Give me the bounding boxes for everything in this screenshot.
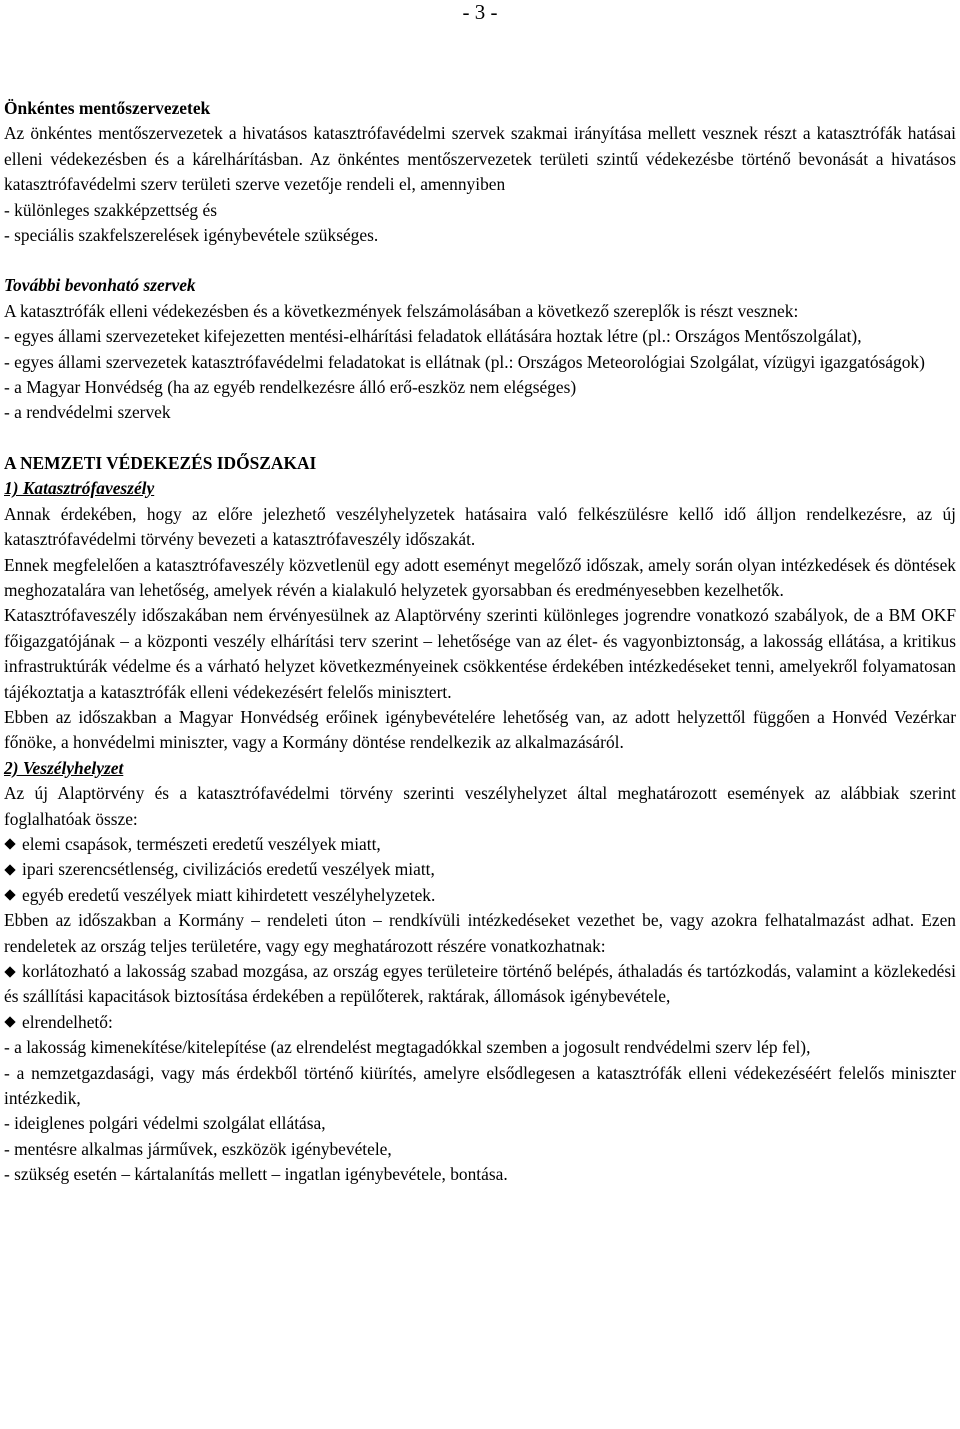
section-other-bodies <box>4 273 956 425</box>
paragraph: Az önkéntes mentőszervezetek a hivatásos katasztrófavédelmi szervek szakmai irányítása mellett vesznek részt a katasztrófák hatásai elleni védekezésben és a kárelhárításban. Az önkéntes mentőszervezetek területi szintű védekezésbe történő bevonását a hivatásos katasztrófavédelmi szerv területi szerve vezetője rendeli el, amennyiben <box>4 123 956 195</box>
bullet-item <box>4 857 956 882</box>
paragraph: Katasztrófaveszély időszakában nem érvényesülnek az Alaptörvény szerinti különleges jogrendre vonatkozó szabályok, de a BM OKF főigazgatójának – a központi veszély elhárítási terv szerint – lehetősége van az élet- és vagyonbiztonság, a lakosság ellátása, a kritikus infrastruktúrák védelme és a várható helyzet következményeinek csökkentése érdekében intézkedéseket tenni, amelyekről folyamatosan tájékoztatja a katasztrófák elleni védekezésért felelős minisztert. <box>4 605 956 702</box>
paragraph: Az új Alaptörvény és a katasztrófavédelmi törvény szerinti veszélyhelyzet által meghatározott események az alábbiak szerint foglalhatóak össze: <box>4 783 956 829</box>
list-item: - különleges szakképzettség és <box>4 199 217 220</box>
list-item: - mentésre alkalmas járművek, eszközök igénybevétele, <box>4 1138 392 1159</box>
page-number: - 3 - <box>462 0 498 24</box>
list-item: - a Magyar Honvédség (ha az egyéb rendelkezésre álló erő-eszköz nem elégséges) <box>4 377 577 398</box>
list-item: - speciális szakfelszerelések igénybevétele szükséges. <box>4 225 379 246</box>
list-item: - a rendvédelmi szervek <box>4 402 171 423</box>
subsection-heading: 2) Veszélyhelyzet <box>4 757 124 778</box>
list-item: - a lakosság kimenekítése/kitelepítése (az elrendelést megtagadókkal szemben a jogosult rendvédelmi szerv lép fel), <box>4 1037 811 1058</box>
diamond-bullet-icon <box>4 966 15 977</box>
diamond-bullet-icon <box>4 839 15 850</box>
bullet-text: egyéb eredetű veszélyek miatt kihirdetett veszélyhelyzetek. <box>22 884 436 905</box>
bullet-item <box>4 1010 956 1035</box>
bullet-text: elrendelhető: <box>22 1011 113 1032</box>
section-heading: További bevonható szervek <box>4 275 196 296</box>
bullet-item <box>4 883 956 908</box>
list-item: - egyes állami szervezeteket kifejezetten mentési-elhárítási feladatok ellátására hoztak létre (pl.: Országos Mentőszolgálat), <box>4 326 862 347</box>
list-item: - a nemzetgazdasági, vagy más érdekből történő kiürítés, amelyre elsődlegesen a katasztrófák elleni védekezéséért felelős miniszter intézkedik, <box>4 1062 956 1109</box>
section-volunteer-organizations <box>4 96 956 248</box>
spacer <box>4 426 956 451</box>
bullet-text: elemi csapások, természeti eredetű veszélyek miatt, <box>22 833 381 854</box>
spacer <box>4 248 956 273</box>
subsection-heading: 1) Katasztrófaveszély <box>4 478 155 499</box>
paragraph: Ebben az időszakban a Magyar Honvédség erőinek igénybevételére lehetőség van, az adott helyzettől függően a Honvéd Vezérkar főnöke, a honvédelmi miniszter, vagy a Kormány döntése rendelkezik az alkalmazásáról. <box>4 706 956 753</box>
paragraph: Ebben az időszakban a Kormány – rendeleti úton – rendkívüli intézkedéseket vezethet be, vagy azokra felhatalmazást adhat. Ezen rendeletek az ország teljes területére, vagy egy meghatározott részére vonatkozhatnak: <box>4 910 956 956</box>
paragraph: Ennek megfelelően a katasztrófaveszély közvetlenül egy adott eseményt megelőző időszak, amely során olyan intézkedések és döntések meghozatalára van lehetőség, amelyek révén a kialakuló helyzetek gyorsabban és eredményesebben kezelhetők. <box>4 554 956 600</box>
section-heading: A NEMZETI VÉDEKEZÉS IDŐSZAKAI <box>4 452 317 473</box>
bullet-item <box>4 832 956 857</box>
list-item: - egyes állami szervezetek katasztrófavédelmi feladatokat is ellátnak (pl.: Országos Meteorológiai Szolgálat, vízügyi igazgatóságok) <box>4 351 925 372</box>
bullet-text: ipari szerencsétlenség, civilizációs eredetű veszélyek miatt, <box>22 859 435 880</box>
paragraph: A katasztrófák elleni védekezésben és a következmények felszámolásában a következő szereplők is részt vesznek: <box>4 300 799 321</box>
section-national-defense-periods <box>4 451 956 1188</box>
diamond-bullet-icon <box>4 1017 15 1028</box>
diamond-bullet-icon <box>4 864 15 875</box>
section-heading: Önkéntes mentőszervezetek <box>4 98 211 118</box>
diamond-bullet-icon <box>4 890 15 901</box>
document-body <box>4 96 956 1188</box>
list-item: - ideiglenes polgári védelmi szolgálat ellátása, <box>4 1113 326 1134</box>
bullet-item <box>4 959 956 1010</box>
list-item: - szükség esetén – kártalanítás mellett – ingatlan igénybevétele, bontása. <box>4 1164 508 1185</box>
bullet-text: korlátozható a lakosság szabad mozgása, az ország egyes területeire történő belépés, áthaladás és tartózkodás, valamint a közlekedési és szállítási kapacitások biztosítása érdekében a repülőterek, raktárak, állomások igénybevétele, <box>4 961 956 1007</box>
paragraph: Annak érdekében, hogy az előre jelezhető veszélyhelyzetek hatásaira való felkészülésre kellő idő álljon rendelkezésre, az új katasztrófavédelmi törvény bevezeti a katasztrófaveszély időszakát. <box>4 503 956 550</box>
